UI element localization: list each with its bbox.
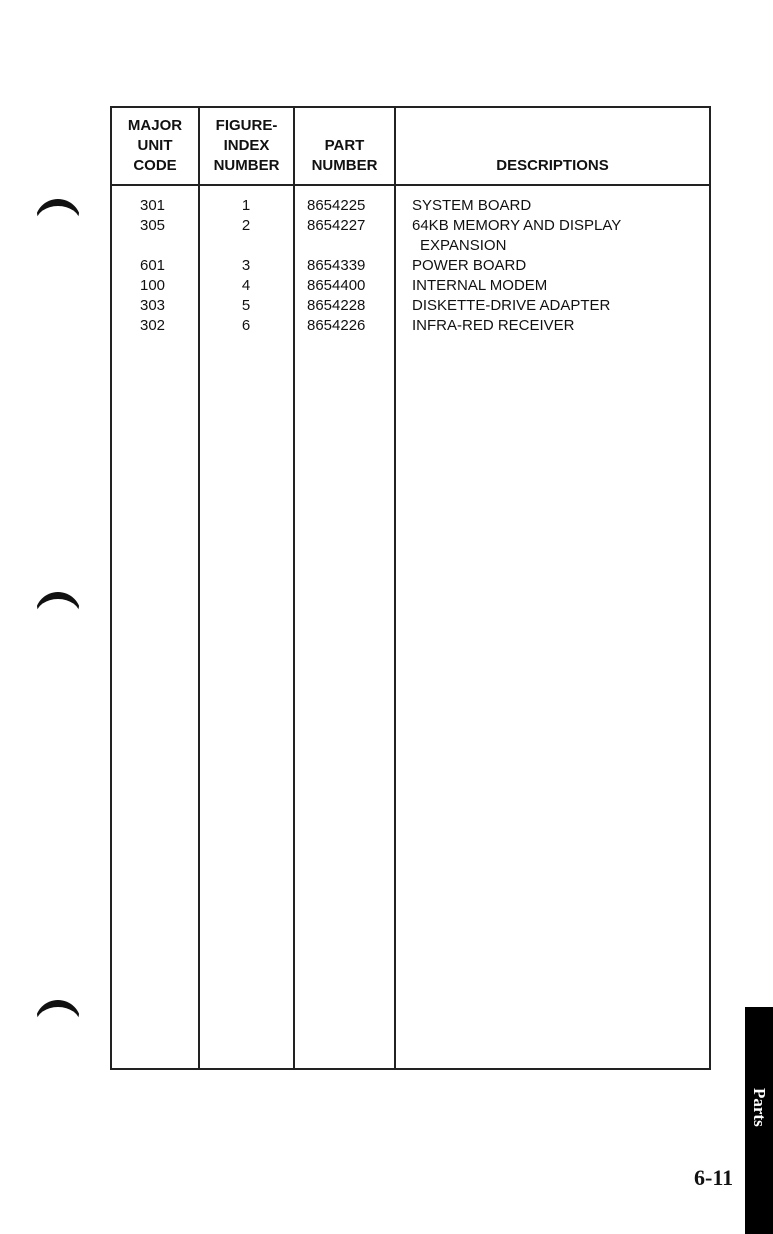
part-number-cell: 8654228	[307, 297, 366, 314]
header-part-number	[295, 108, 394, 184]
figure-index-cell: 1	[241, 197, 251, 214]
description-cell: INFRA-RED RECEIVER	[412, 317, 575, 334]
header-figure-index-number	[200, 108, 293, 184]
part-number-cell: 8654400	[307, 277, 366, 294]
header-line: FIGURE-	[215, 117, 278, 134]
binder-hole-bottom	[35, 1000, 81, 1046]
header-line: UNIT	[137, 137, 173, 154]
header-line: CODE	[133, 157, 177, 174]
unit-code-cell: 303	[140, 297, 166, 314]
table-row-continuation	[112, 236, 709, 256]
unit-code-cell: 100	[140, 277, 166, 294]
header-descriptions	[396, 108, 709, 184]
description-cell: DISKETTE-DRIVE ADAPTER	[412, 297, 611, 314]
binder-hole-top	[35, 199, 81, 245]
table-row	[112, 276, 709, 296]
header-line: INDEX	[223, 137, 270, 154]
figure-index-cell: 3	[241, 257, 251, 274]
description-cell: INTERNAL MODEM	[412, 277, 548, 294]
table-row	[112, 256, 709, 276]
header-line: MAJOR	[127, 117, 183, 134]
header-line: NUMBER	[213, 157, 280, 174]
figure-index-cell: 6	[241, 317, 251, 334]
description-cell: 64KB MEMORY AND DISPLAY	[412, 217, 622, 234]
header-major-unit-code	[112, 108, 198, 184]
table-row	[112, 216, 709, 236]
table-row	[112, 196, 709, 216]
description-cell: SYSTEM BOARD	[412, 197, 532, 214]
unit-code-cell: 301	[140, 197, 166, 214]
description-cell: POWER BOARD	[412, 257, 527, 274]
unit-code-cell: 302	[140, 317, 166, 334]
page-number: 6-11	[694, 1165, 734, 1190]
header-divider	[112, 184, 709, 186]
part-number-cell: 8654226	[307, 317, 366, 334]
figure-index-cell: 4	[241, 277, 251, 294]
part-number-cell: 8654339	[307, 257, 366, 274]
part-number-cell: 8654225	[307, 197, 366, 214]
figure-index-cell: 5	[241, 297, 251, 314]
unit-code-cell: 601	[140, 257, 166, 274]
description-cell: EXPANSION	[420, 237, 507, 254]
header-line: PART	[324, 137, 365, 154]
binder-hole-middle	[35, 592, 81, 638]
section-tab-label: Parts	[750, 1087, 769, 1127]
part-number-cell: 8654227	[307, 217, 366, 234]
figure-index-cell: 2	[241, 217, 251, 234]
header-line: DESCRIPTIONS	[496, 157, 609, 174]
header-line: NUMBER	[311, 157, 378, 174]
parts-table	[110, 106, 711, 1070]
table-row	[112, 296, 709, 316]
table-row	[112, 316, 709, 336]
section-tab	[745, 1007, 773, 1234]
unit-code-cell: 305	[140, 217, 166, 234]
